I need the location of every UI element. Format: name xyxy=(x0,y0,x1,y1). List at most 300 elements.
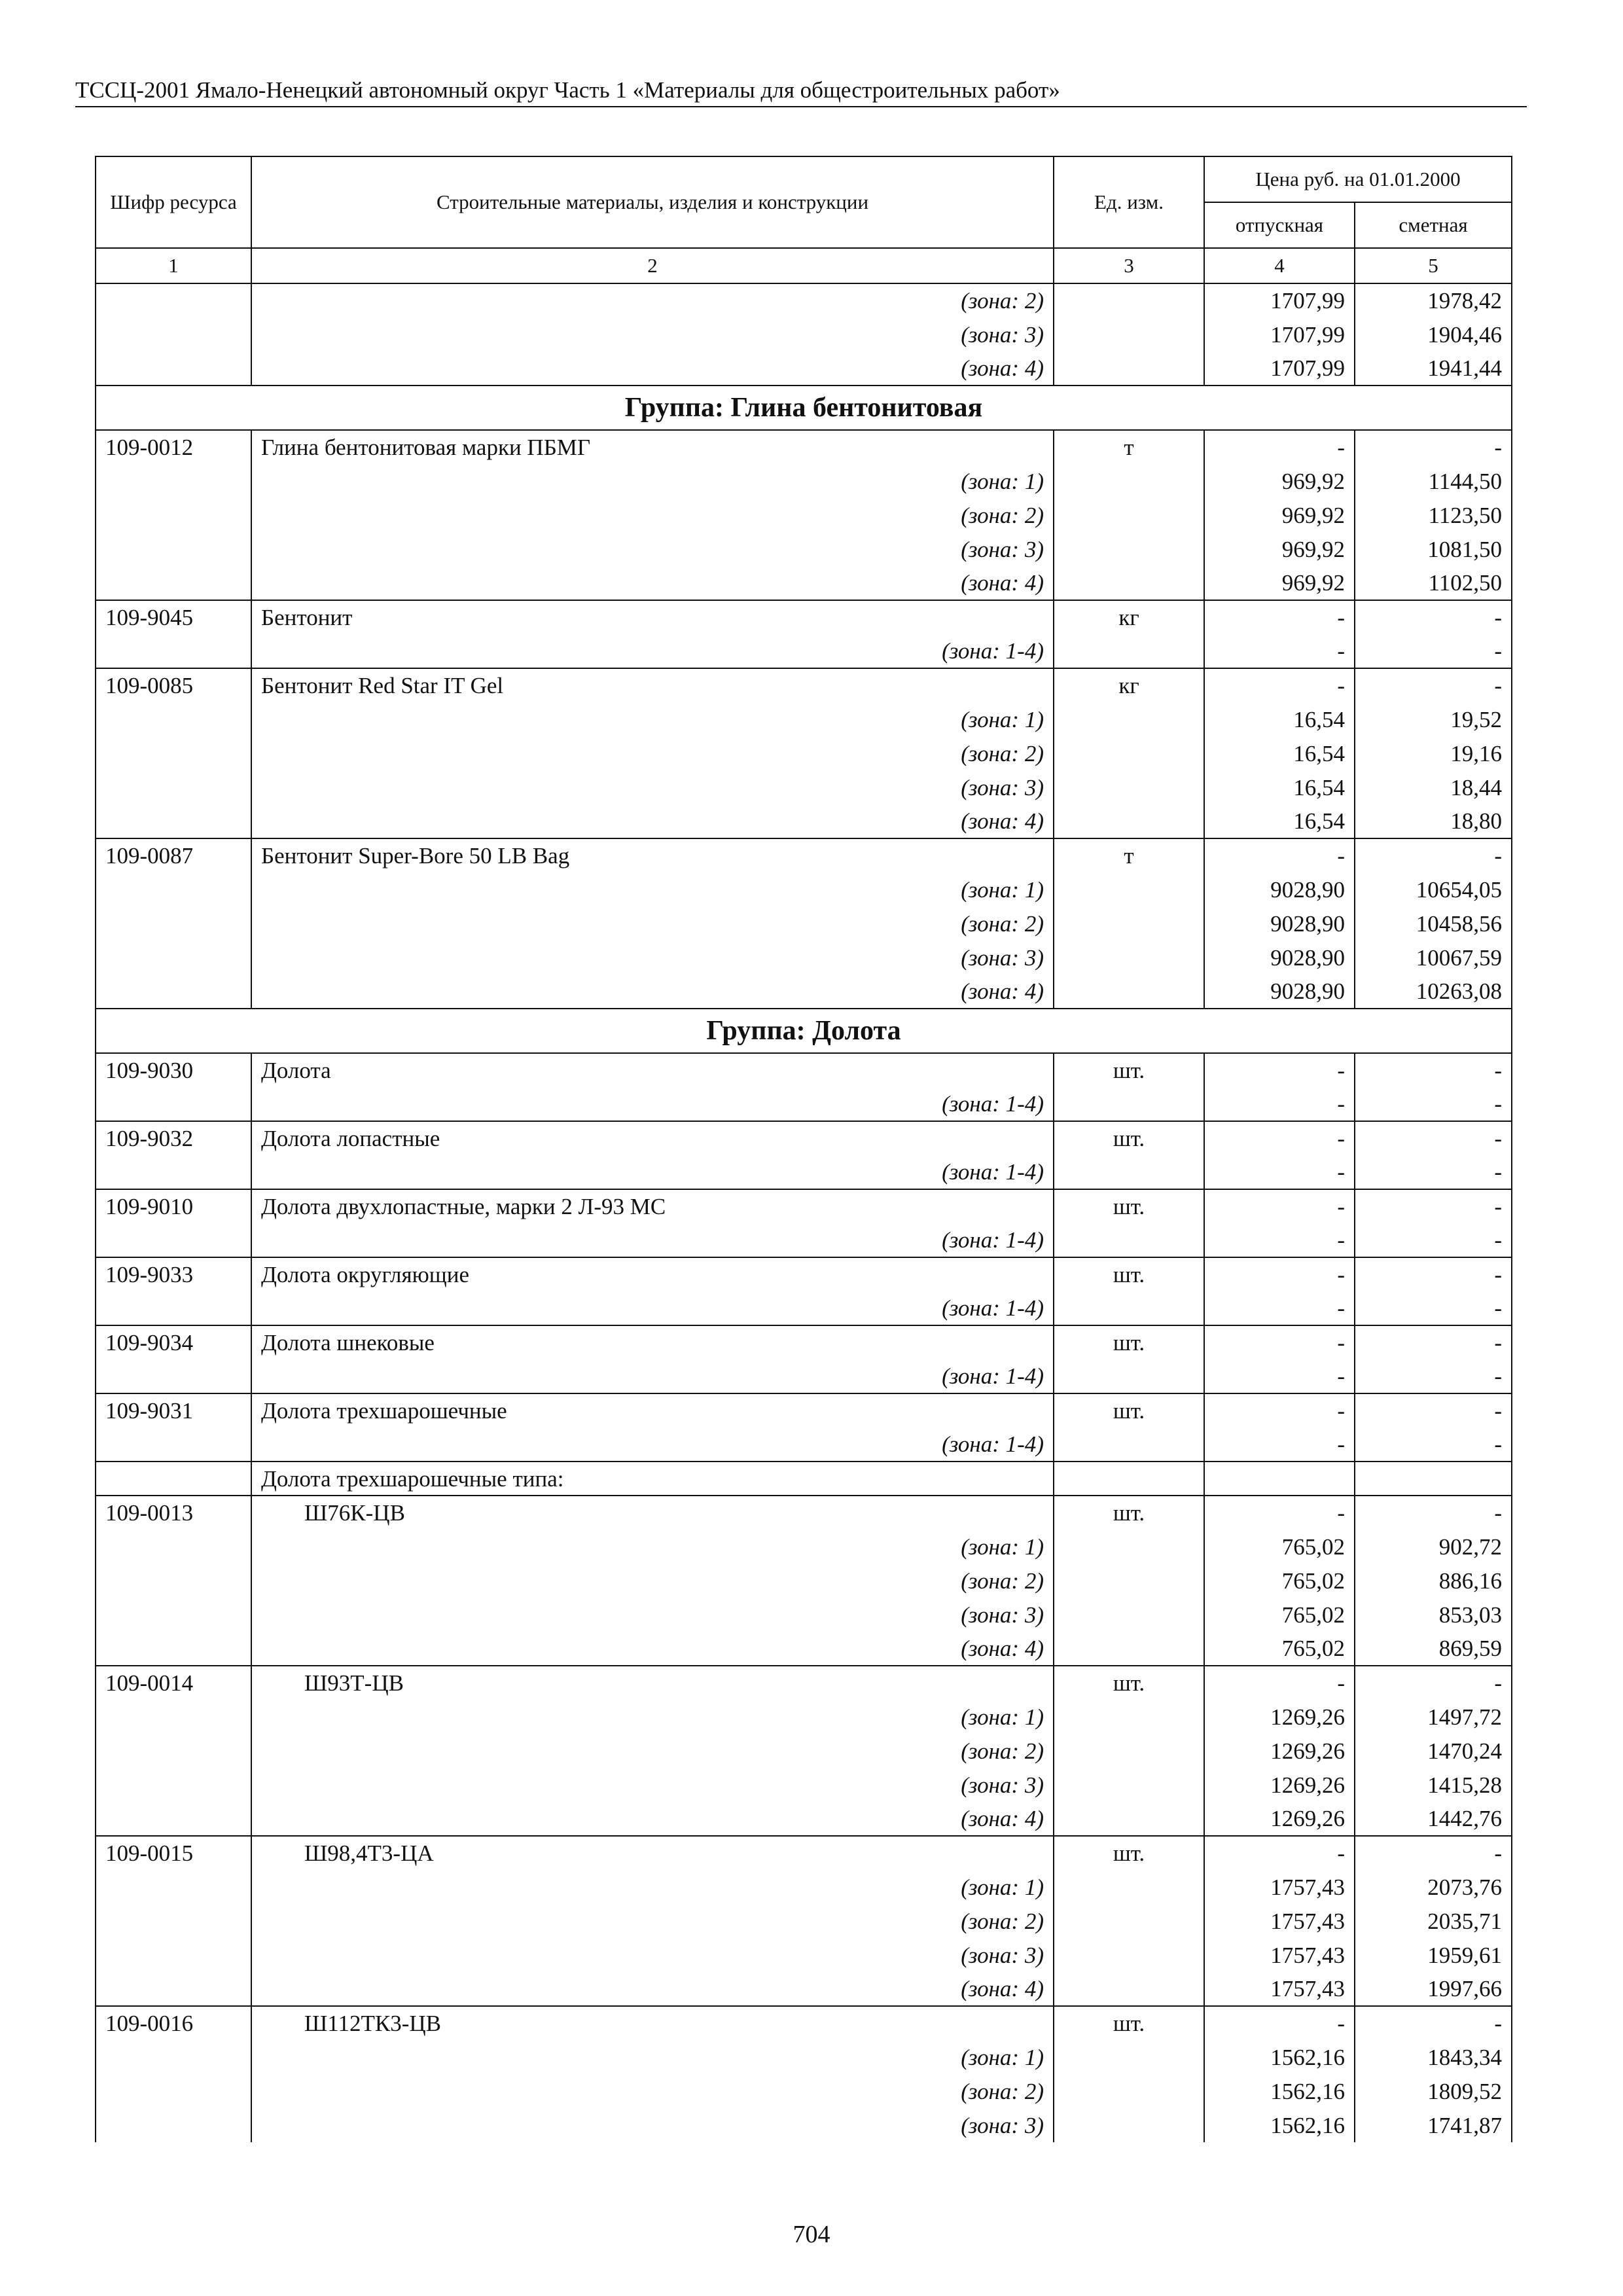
release-price: 9028,90 xyxy=(1204,975,1355,1009)
resource-code xyxy=(96,804,251,838)
zone-label: (зона: 1) xyxy=(251,1530,1054,1564)
zone-label: (зона: 3) xyxy=(251,2108,1054,2142)
group-header-row xyxy=(96,386,1512,430)
unit-cell xyxy=(1054,2074,1204,2108)
unit-cell xyxy=(1054,1530,1204,1564)
zone-label: (зона: 2) xyxy=(251,2074,1054,2108)
unit-cell: шт. xyxy=(1054,1666,1204,1700)
zone-label: (зона: 4) xyxy=(251,1972,1054,2006)
zone-label: (зона: 2) xyxy=(251,1904,1054,1938)
estimate-price: - xyxy=(1355,1257,1512,1291)
estimate-price: - xyxy=(1355,1359,1512,1393)
release-price: - xyxy=(1204,838,1355,872)
resource-code xyxy=(96,1768,251,1802)
release-price: - xyxy=(1204,430,1355,464)
estimate-price: 1081,50 xyxy=(1355,532,1512,566)
resource-code: 109-9045 xyxy=(96,600,251,634)
resource-code xyxy=(96,1359,251,1393)
zone-row xyxy=(96,1972,1512,2006)
resource-code xyxy=(96,975,251,1009)
zone-label: (зона: 3) xyxy=(251,1768,1054,1802)
resource-code: 109-0087 xyxy=(96,838,251,872)
estimate-price: 1144,50 xyxy=(1355,464,1512,498)
zone-row xyxy=(96,2040,1512,2074)
price-table xyxy=(95,156,1512,2142)
resource-code xyxy=(96,736,251,770)
resource-code: 109-9031 xyxy=(96,1393,251,1427)
col-number: 3 xyxy=(1054,248,1204,283)
release-price: - xyxy=(1204,1496,1355,1530)
release-price: - xyxy=(1204,1291,1355,1325)
zone-label: (зона: 4) xyxy=(251,804,1054,838)
unit-cell xyxy=(1054,736,1204,770)
material-name: Долота шнековые xyxy=(251,1325,1054,1359)
unit-cell: т xyxy=(1054,838,1204,872)
estimate-price: 1843,34 xyxy=(1355,2040,1512,2074)
unit-cell xyxy=(1054,702,1204,736)
resource-code xyxy=(96,532,251,566)
release-price: - xyxy=(1204,1155,1355,1189)
unit-cell xyxy=(1054,1223,1204,1257)
unit-cell xyxy=(1054,634,1204,668)
release-price: - xyxy=(1204,1257,1355,1291)
table-row xyxy=(96,1189,1512,1223)
release-price: 1562,16 xyxy=(1204,2108,1355,2142)
release-price: - xyxy=(1204,634,1355,668)
unit-cell: шт. xyxy=(1054,1393,1204,1427)
unit-cell xyxy=(1054,1087,1204,1121)
estimate-price: 1123,50 xyxy=(1355,498,1512,532)
zone-row xyxy=(96,351,1512,386)
table-row xyxy=(96,1496,1512,1530)
release-price: 969,92 xyxy=(1204,498,1355,532)
resource-code xyxy=(96,1564,251,1598)
header-estimate: сметная xyxy=(1355,202,1512,248)
material-name: Ш93Т-ЦВ xyxy=(251,1666,1054,1700)
resource-code xyxy=(96,770,251,804)
material-name: Бентонит Super-Bore 50 LB Bag xyxy=(251,838,1054,872)
table-row xyxy=(96,1462,1512,1496)
unit-cell xyxy=(1054,1155,1204,1189)
table-row xyxy=(96,1836,1512,1870)
table-row xyxy=(96,668,1512,702)
estimate-price: 853,03 xyxy=(1355,1598,1512,1632)
release-price: - xyxy=(1204,1325,1355,1359)
group-title: Группа: Глина бентонитовая xyxy=(96,386,1512,430)
unit-cell: шт. xyxy=(1054,1836,1204,1870)
zone-row xyxy=(96,1734,1512,1768)
zone-label: (зона: 1-4) xyxy=(251,1359,1054,1393)
col-number: 1 xyxy=(96,248,251,283)
estimate-price: - xyxy=(1355,1666,1512,1700)
unit-cell xyxy=(1054,1870,1204,1904)
unit-cell xyxy=(1054,498,1204,532)
zone-row xyxy=(96,634,1512,668)
release-price: 1707,99 xyxy=(1204,283,1355,317)
zone-row xyxy=(96,498,1512,532)
zone-row xyxy=(96,906,1512,941)
resource-code xyxy=(96,1427,251,1462)
unit-cell xyxy=(1054,1972,1204,2006)
resource-code xyxy=(96,1938,251,1972)
estimate-price: - xyxy=(1355,1189,1512,1223)
estimate-price: - xyxy=(1355,1087,1512,1121)
release-price xyxy=(1204,1462,1355,1496)
header-release: отпускная xyxy=(1204,202,1355,248)
zone-row xyxy=(96,1291,1512,1325)
unit-cell xyxy=(1054,1598,1204,1632)
unit-cell xyxy=(1054,1938,1204,1972)
release-price: 1757,43 xyxy=(1204,1938,1355,1972)
estimate-price: - xyxy=(1355,1155,1512,1189)
resource-code: 109-0015 xyxy=(96,1836,251,1870)
estimate-price: - xyxy=(1355,2006,1512,2040)
material-name: Долота округляющие xyxy=(251,1257,1054,1291)
zone-row xyxy=(96,975,1512,1009)
zone-row xyxy=(96,464,1512,498)
group-title: Группа: Долота xyxy=(96,1009,1512,1053)
unit-cell xyxy=(1054,1427,1204,1462)
resource-code xyxy=(96,634,251,668)
resource-code: 109-9033 xyxy=(96,1257,251,1291)
unit-cell: кг xyxy=(1054,600,1204,634)
resource-code xyxy=(96,1700,251,1734)
zone-label: (зона: 2) xyxy=(251,1734,1054,1768)
estimate-price: - xyxy=(1355,430,1512,464)
resource-code xyxy=(96,872,251,906)
resource-code xyxy=(96,1223,251,1257)
material-name: Долота трехшарошечные xyxy=(251,1393,1054,1427)
header-price: Цена руб. на 01.01.2000 xyxy=(1204,156,1512,202)
zone-label: (зона: 3) xyxy=(251,1598,1054,1632)
zone-row xyxy=(96,1700,1512,1734)
estimate-price: 1978,42 xyxy=(1355,283,1512,317)
estimate-price: - xyxy=(1355,1836,1512,1870)
zone-row xyxy=(96,1530,1512,1564)
zone-label: (зона: 1) xyxy=(251,2040,1054,2074)
release-price: 765,02 xyxy=(1204,1530,1355,1564)
unit-cell xyxy=(1054,1359,1204,1393)
resource-code xyxy=(96,566,251,600)
release-price: 1269,26 xyxy=(1204,1734,1355,1768)
resource-code: 109-9030 xyxy=(96,1053,251,1087)
zone-row xyxy=(96,1359,1512,1393)
release-price: 1757,43 xyxy=(1204,1870,1355,1904)
release-price: - xyxy=(1204,1666,1355,1700)
zone-row xyxy=(96,736,1512,770)
zone-row xyxy=(96,532,1512,566)
estimate-price: 869,59 xyxy=(1355,1632,1512,1666)
release-price: 765,02 xyxy=(1204,1632,1355,1666)
zone-row xyxy=(96,1155,1512,1189)
resource-code xyxy=(96,1904,251,1938)
unit-cell xyxy=(1054,804,1204,838)
unit-cell: шт. xyxy=(1054,2006,1204,2040)
header-rule xyxy=(75,106,1527,107)
unit-cell xyxy=(1054,532,1204,566)
zone-label: (зона: 2) xyxy=(251,283,1054,317)
release-price: 765,02 xyxy=(1204,1564,1355,1598)
resource-code: 109-0016 xyxy=(96,2006,251,2040)
resource-code xyxy=(96,1087,251,1121)
zone-label: (зона: 2) xyxy=(251,906,1054,941)
unit-cell xyxy=(1054,351,1204,386)
release-price: 1707,99 xyxy=(1204,317,1355,351)
zone-label: (зона: 3) xyxy=(251,317,1054,351)
estimate-price: 18,44 xyxy=(1355,770,1512,804)
zone-row xyxy=(96,702,1512,736)
table-row xyxy=(96,1121,1512,1155)
zone-label: (зона: 3) xyxy=(251,941,1054,975)
zone-row xyxy=(96,2108,1512,2142)
zone-label: (зона: 3) xyxy=(251,770,1054,804)
estimate-price: 886,16 xyxy=(1355,1564,1512,1598)
resource-code: 109-0014 xyxy=(96,1666,251,1700)
zone-row xyxy=(96,1087,1512,1121)
resource-code xyxy=(96,1734,251,1768)
col-number: 4 xyxy=(1204,248,1355,283)
estimate-price: - xyxy=(1355,838,1512,872)
estimate-price: - xyxy=(1355,668,1512,702)
release-price: - xyxy=(1204,1087,1355,1121)
resource-code xyxy=(96,941,251,975)
unit-cell xyxy=(1054,1564,1204,1598)
zone-row xyxy=(96,283,1512,317)
unit-cell xyxy=(1054,2040,1204,2074)
unit-cell xyxy=(1054,1291,1204,1325)
zone-row xyxy=(96,770,1512,804)
estimate-price: 1741,87 xyxy=(1355,2108,1512,2142)
zone-label: (зона: 2) xyxy=(251,1564,1054,1598)
estimate-price: 18,80 xyxy=(1355,804,1512,838)
zone-row xyxy=(96,804,1512,838)
release-price: 969,92 xyxy=(1204,464,1355,498)
zone-label: (зона: 1-4) xyxy=(251,1291,1054,1325)
estimate-price: 2035,71 xyxy=(1355,1904,1512,1938)
release-price: 1562,16 xyxy=(1204,2074,1355,2108)
resource-code: 109-0012 xyxy=(96,430,251,464)
release-price: - xyxy=(1204,1359,1355,1393)
col-number: 5 xyxy=(1355,248,1512,283)
estimate-price: - xyxy=(1355,1053,1512,1087)
resource-code xyxy=(96,1462,251,1496)
unit-cell xyxy=(1054,464,1204,498)
zone-label: (зона: 1-4) xyxy=(251,1155,1054,1189)
zone-label: (зона: 2) xyxy=(251,498,1054,532)
table-row xyxy=(96,2006,1512,2040)
zone-label: (зона: 1-4) xyxy=(251,1087,1054,1121)
zone-label: (зона: 3) xyxy=(251,532,1054,566)
zone-row xyxy=(96,317,1512,351)
zone-row xyxy=(96,1768,1512,1802)
resource-code xyxy=(96,498,251,532)
estimate-price: 1415,28 xyxy=(1355,1768,1512,1802)
resource-code xyxy=(96,351,251,386)
unit-cell xyxy=(1054,1632,1204,1666)
release-price: 9028,90 xyxy=(1204,906,1355,941)
zone-row xyxy=(96,872,1512,906)
resource-code: 109-0013 xyxy=(96,1496,251,1530)
estimate-price: 2073,76 xyxy=(1355,1870,1512,1904)
estimate-price: - xyxy=(1355,1393,1512,1427)
estimate-price: 1941,44 xyxy=(1355,351,1512,386)
zone-label: (зона: 1) xyxy=(251,464,1054,498)
estimate-price xyxy=(1355,1462,1512,1496)
estimate-price: 10654,05 xyxy=(1355,872,1512,906)
header-code: Шифр ресурса xyxy=(96,156,251,248)
table-row xyxy=(96,430,1512,464)
release-price: 9028,90 xyxy=(1204,872,1355,906)
unit-cell: кг xyxy=(1054,668,1204,702)
page-number: 704 xyxy=(793,2221,830,2248)
zone-row xyxy=(96,1427,1512,1462)
unit-cell xyxy=(1054,1904,1204,1938)
zone-label: (зона: 1) xyxy=(251,872,1054,906)
table-row xyxy=(96,600,1512,634)
zone-row xyxy=(96,1870,1512,1904)
zone-row xyxy=(96,941,1512,975)
unit-cell xyxy=(1054,1734,1204,1768)
material-name: Бентонит Red Star IT Gel xyxy=(251,668,1054,702)
unit-cell: т xyxy=(1054,430,1204,464)
unit-cell: шт. xyxy=(1054,1189,1204,1223)
resource-code xyxy=(96,464,251,498)
unit-cell xyxy=(1054,283,1204,317)
zone-row xyxy=(96,1802,1512,1836)
release-price: 1269,26 xyxy=(1204,1802,1355,1836)
estimate-price: 19,52 xyxy=(1355,702,1512,736)
zone-row xyxy=(96,566,1512,600)
zone-row xyxy=(96,1564,1512,1598)
release-price: - xyxy=(1204,1836,1355,1870)
estimate-price: - xyxy=(1355,1291,1512,1325)
group-header-row xyxy=(96,1009,1512,1053)
unit-cell xyxy=(1054,1768,1204,1802)
estimate-price: - xyxy=(1355,1325,1512,1359)
estimate-price: 1997,66 xyxy=(1355,1972,1512,2006)
release-price: 16,54 xyxy=(1204,770,1355,804)
unit-cell xyxy=(1054,2108,1204,2142)
release-price: - xyxy=(1204,2006,1355,2040)
unit-cell xyxy=(1054,1700,1204,1734)
unit-cell xyxy=(1054,317,1204,351)
zone-label: (зона: 4) xyxy=(251,566,1054,600)
resource-code xyxy=(96,317,251,351)
resource-code xyxy=(96,2074,251,2108)
estimate-price: 902,72 xyxy=(1355,1530,1512,1564)
material-name: Долота лопастные xyxy=(251,1121,1054,1155)
resource-code: 109-9032 xyxy=(96,1121,251,1155)
estimate-price: - xyxy=(1355,1427,1512,1462)
unit-cell xyxy=(1054,941,1204,975)
unit-cell: шт. xyxy=(1054,1325,1204,1359)
table-row xyxy=(96,1393,1512,1427)
resource-code xyxy=(96,2040,251,2074)
release-price: 16,54 xyxy=(1204,702,1355,736)
zone-label: (зона: 1) xyxy=(251,702,1054,736)
resource-code xyxy=(96,1870,251,1904)
release-price: - xyxy=(1204,1223,1355,1257)
estimate-price: 1809,52 xyxy=(1355,2074,1512,2108)
unit-cell xyxy=(1054,1462,1204,1496)
estimate-price: 1442,76 xyxy=(1355,1802,1512,1836)
resource-code xyxy=(96,2108,251,2142)
release-price: - xyxy=(1204,1189,1355,1223)
resource-code xyxy=(96,906,251,941)
unit-cell xyxy=(1054,872,1204,906)
zone-label: (зона: 1) xyxy=(251,1870,1054,1904)
estimate-price: - xyxy=(1355,600,1512,634)
zone-label: (зона: 1-4) xyxy=(251,1427,1054,1462)
release-price: 16,54 xyxy=(1204,736,1355,770)
release-price: - xyxy=(1204,1393,1355,1427)
material-name: Бентонит xyxy=(251,600,1054,634)
release-price: 1269,26 xyxy=(1204,1700,1355,1734)
unit-cell: шт. xyxy=(1054,1053,1204,1087)
table-body xyxy=(96,283,1512,2142)
estimate-price: - xyxy=(1355,1121,1512,1155)
header-name: Строительные материалы, изделия и конструкции xyxy=(251,156,1054,248)
release-price: 765,02 xyxy=(1204,1598,1355,1632)
resource-code xyxy=(96,1598,251,1632)
resource-code: 109-0085 xyxy=(96,668,251,702)
release-price: - xyxy=(1204,1427,1355,1462)
estimate-price: - xyxy=(1355,1496,1512,1530)
release-price: 9028,90 xyxy=(1204,941,1355,975)
release-price: 1707,99 xyxy=(1204,351,1355,386)
estimate-price: 1102,50 xyxy=(1355,566,1512,600)
release-price: 1757,43 xyxy=(1204,1904,1355,1938)
estimate-price: 1470,24 xyxy=(1355,1734,1512,1768)
estimate-price: 1497,72 xyxy=(1355,1700,1512,1734)
resource-code xyxy=(96,1291,251,1325)
release-price: - xyxy=(1204,600,1355,634)
release-price: 16,54 xyxy=(1204,804,1355,838)
unit-cell: шт. xyxy=(1054,1496,1204,1530)
col-number: 2 xyxy=(251,248,1054,283)
table-row xyxy=(96,1257,1512,1291)
zone-row xyxy=(96,2074,1512,2108)
unit-cell xyxy=(1054,770,1204,804)
zone-label: (зона: 2) xyxy=(251,736,1054,770)
zone-row xyxy=(96,1598,1512,1632)
unit-cell: шт. xyxy=(1054,1121,1204,1155)
table-row xyxy=(96,1325,1512,1359)
release-price: 969,92 xyxy=(1204,532,1355,566)
release-price: - xyxy=(1204,1053,1355,1087)
estimate-price: 10067,59 xyxy=(1355,941,1512,975)
release-price: 1269,26 xyxy=(1204,1768,1355,1802)
release-price: - xyxy=(1204,668,1355,702)
estimate-price: - xyxy=(1355,1223,1512,1257)
material-name: Долота двухлопастные, марки 2 Л-93 МС xyxy=(251,1189,1054,1223)
material-name: Глина бентонитовая марки ПБМГ xyxy=(251,430,1054,464)
zone-label: (зона: 1) xyxy=(251,1700,1054,1734)
table-row xyxy=(96,1666,1512,1700)
zone-label: (зона: 4) xyxy=(251,351,1054,386)
resource-code: 109-9034 xyxy=(96,1325,251,1359)
material-name: Ш112ТК3-ЦВ xyxy=(251,2006,1054,2040)
material-name: Ш98,4Т3-ЦА xyxy=(251,1836,1054,1870)
resource-code: 109-9010 xyxy=(96,1189,251,1223)
zone-label: (зона: 4) xyxy=(251,975,1054,1009)
unit-cell: шт. xyxy=(1054,1257,1204,1291)
unit-cell xyxy=(1054,906,1204,941)
unit-cell xyxy=(1054,975,1204,1009)
release-price: - xyxy=(1204,1121,1355,1155)
estimate-price: 10458,56 xyxy=(1355,906,1512,941)
table-row xyxy=(96,1053,1512,1087)
